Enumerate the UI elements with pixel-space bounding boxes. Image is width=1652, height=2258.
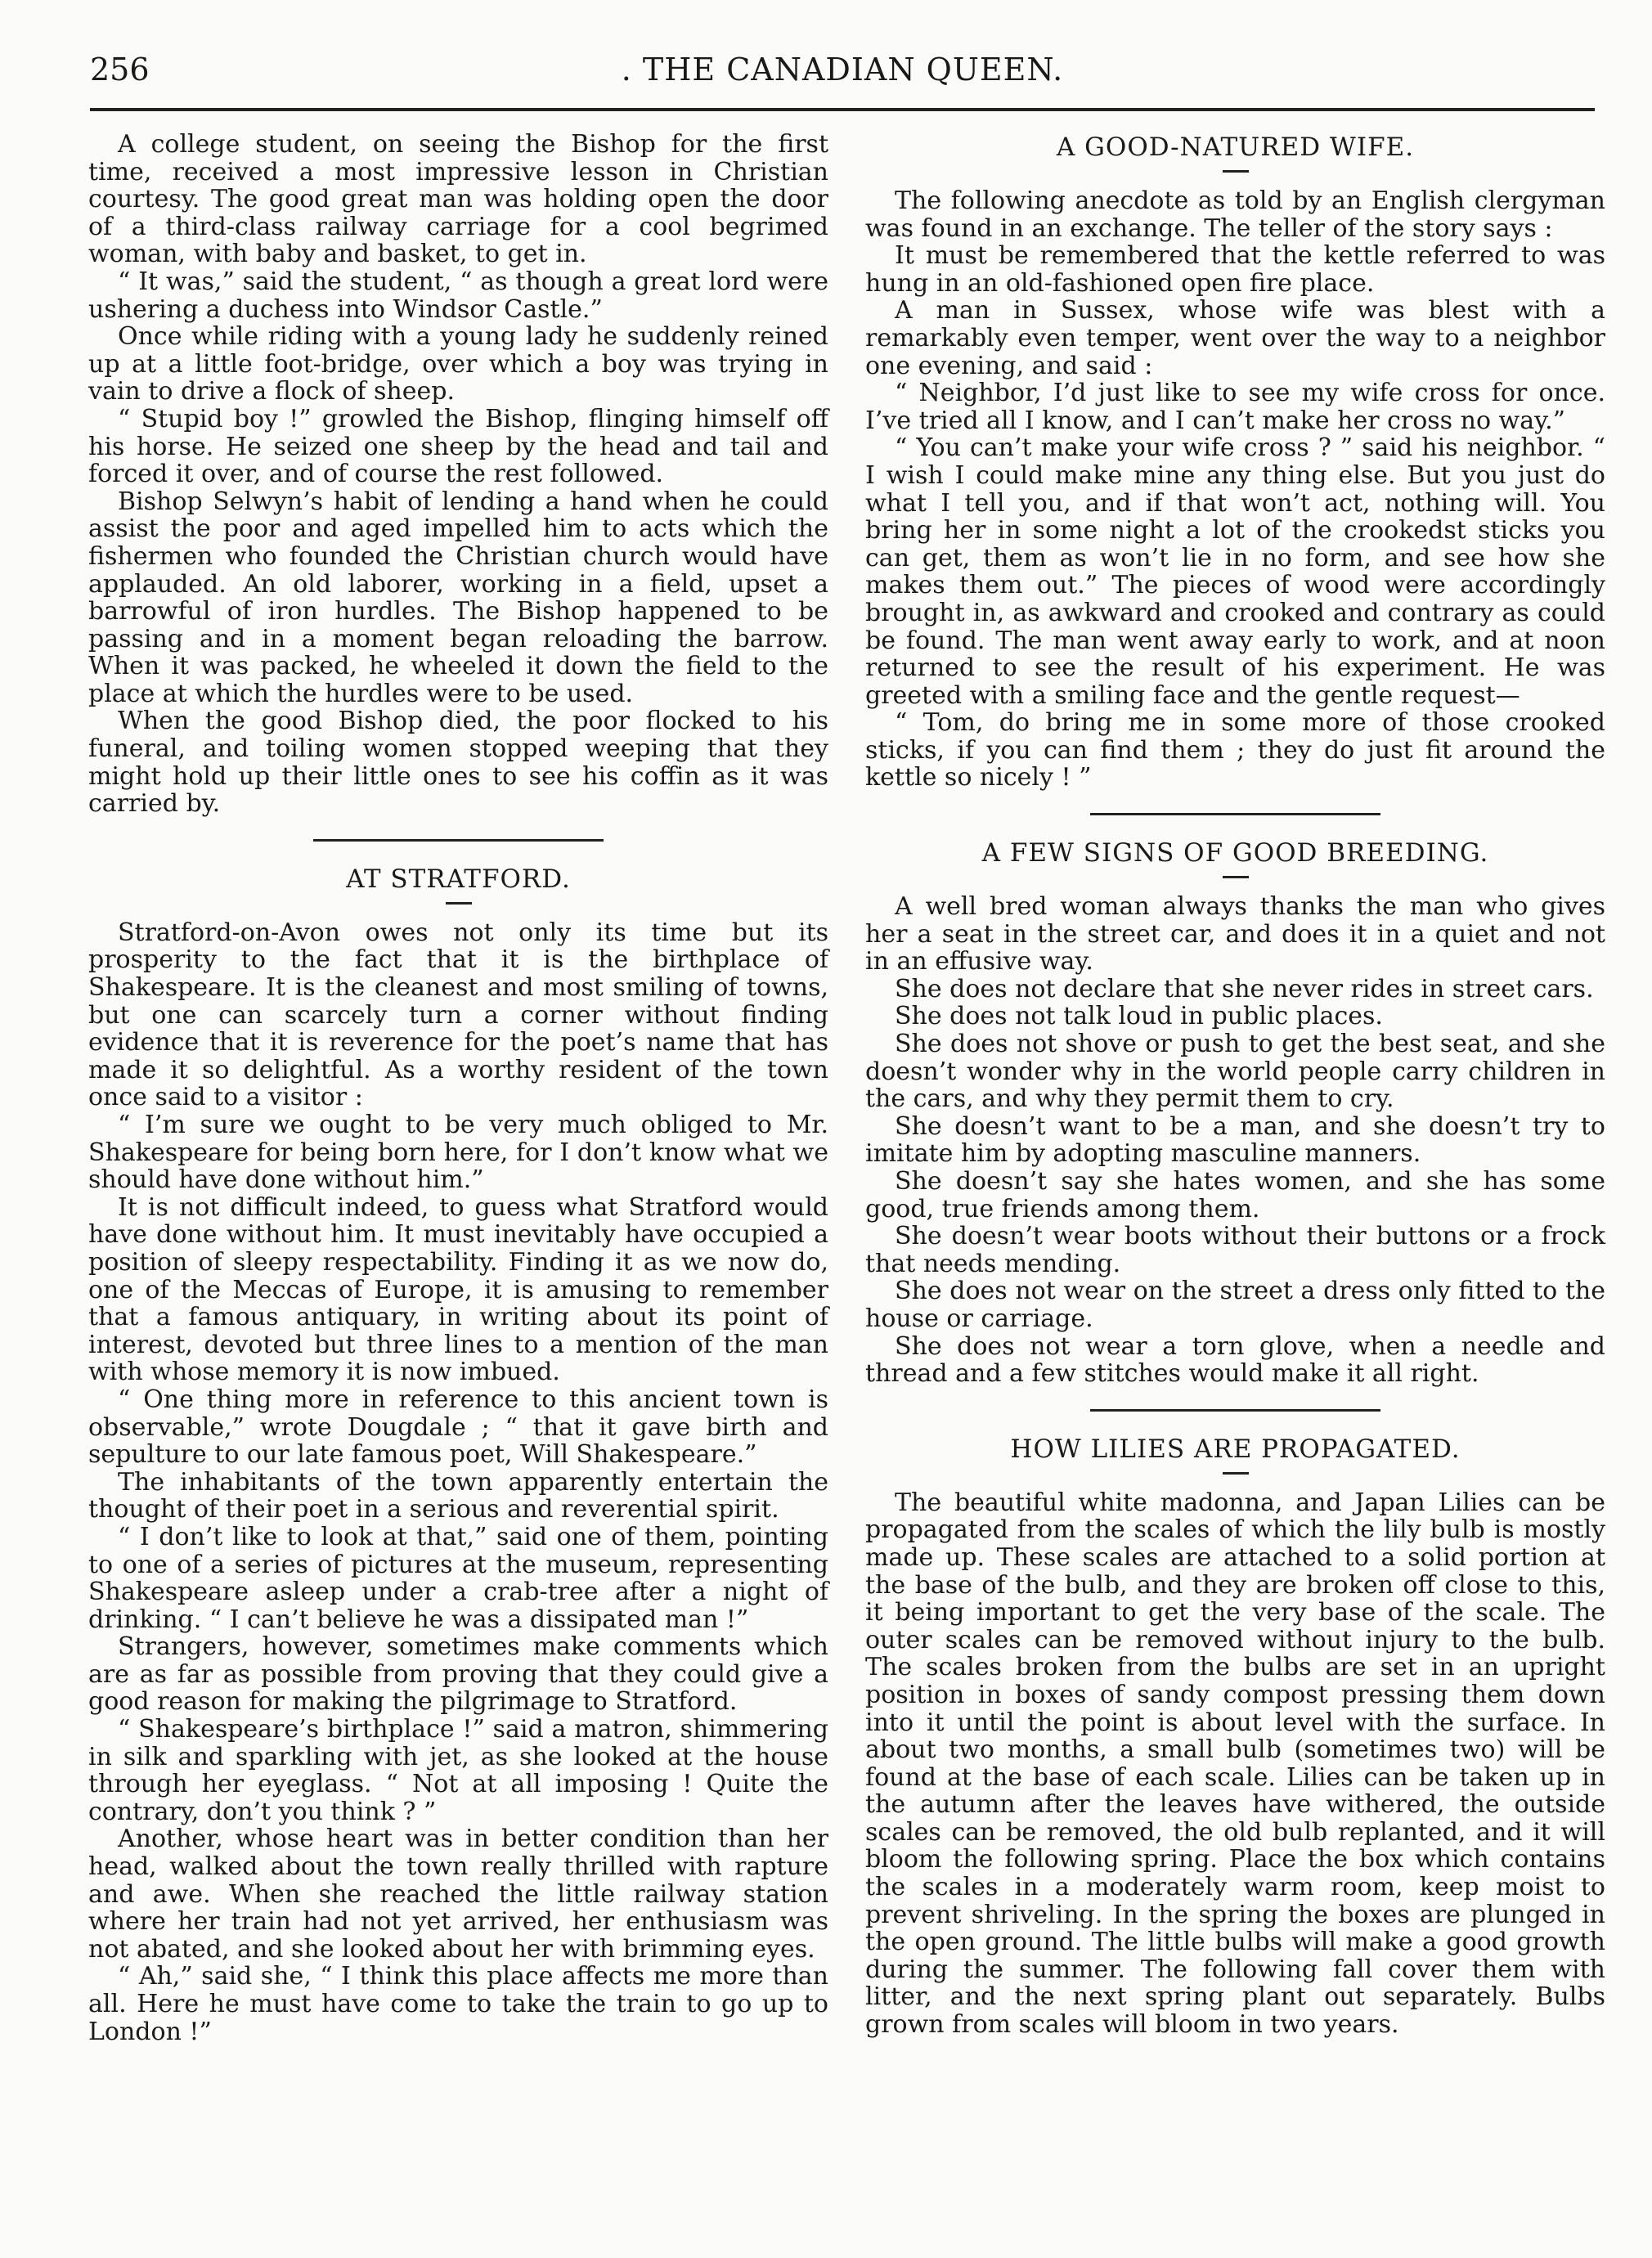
section-title-breeding: A FEW SIGNS OF GOOD BREEDING. [981,838,1489,869]
article-paragraph: “ Ah,” said she, “ I think this place affects me more than all. Here he must have come to take the train to go up to London !” [88,1962,828,2046]
right-column [865,131,1605,2039]
page-header [90,51,1595,100]
article-paragraph: Strangers, however, sometimes make comments which are as far as possible from proving that they could give a good reason for making the pilgrimage to Stratford. [88,1632,828,1717]
title-dash [1223,170,1249,173]
article-paragraph: Bishop Selwyn’s habit of lending a hand when he could assist the poor and aged impelled him to acts which the fishermen who founded the Christian church would have applauded. An old laborer, working in a field, upset a barrowful of iron hurdles. The Bishop happened to be passing and in a moment began reloading the barrow. When it was packed, he wheeled it down the field to the place at which the hurdles were to be used. [88,487,828,708]
article-paragraph: She does not shove or push to get the best seat, and she doesn’t wonder why in the world people carry children in the cars, and why they permit them to cry. [865,1030,1605,1114]
article-paragraph: “ I don’t like to look at that,” said one of them, pointing to one of a series of pictures at the museum, representing Shakespeare asleep under a crab-tree after a night of drinking. “ I can’t believe he was a dissipated man !” [88,1522,828,1634]
article-paragraph: Once while riding with a young lady he suddenly reined up at a little foot-bridge, over which a boy was trying in vain to drive a flock of sheep. [88,322,828,406]
stratford-article [88,863,828,2045]
article-paragraph: “ It was,” said the student, “ as though a great lord were ushering a duchess into Windsor Castle.” [88,267,828,324]
article-paragraph: When the good Bishop died, the poor flocked to his funeral, and toiling women stopped weeping that they might hold up their little ones to see his coffin as it was carried by. [88,707,828,819]
article-paragraph: She does not wear on the street a dress only fitted to the house or carriage. [865,1277,1605,1333]
article-paragraph: A college student, on seeing the Bishop for the first time, received a most impressive lesson in Christian courtesy. The good great man was holding open the door of a third-class railway carriage for a cool begrimed woman, with baby and basket, to get in. [88,130,828,269]
running-title: . THE CANADIAN QUEEN. [621,52,1064,88]
title-dash [1223,876,1249,878]
section-divider [1090,1409,1380,1412]
article-paragraph: “ Neighbor, I’d just like to see my wife cross for once. I’ve tried all I know, and I can’t make her cross no way.” [865,379,1605,435]
article-paragraph: She does not declare that she never rides in street cars. [895,974,1594,1003]
article-paragraph: She doesn’t wear boots without their buttons or a frock that needs mending. [865,1222,1605,1278]
article-paragraph: “ One thing more in reference to this ancient town is observable,” wrote Dougdale ; “ that it gave birth and sepulture to our late famous poet, Will Shakespeare.” [88,1385,828,1470]
article-paragraph: A man in Sussex, whose wife was blest with a remarkably even temper, went over the way to a neighbor one evening, and said : [865,296,1605,380]
article-paragraph: Another, whose heart was in better condition than her head, walked about the town really thrilled with rapture and awe. When she reached the little railway station where her train had not yet arrived, her enthusiasm was not abated, and she looked about her with brimming eyes. [88,1825,828,1964]
section-divider [1090,813,1380,815]
section-divider [313,839,604,842]
article-paragraph: The beautiful white madonna, and Japan Lilies can be propagated from the scales of which the lily bulb is mostly made up. These scales are attached to a solid portion at the base of the bulb, and they are broken off close to this, it being important to get the very base of the scale. The outer scales can be removed without injury to the bulb. The scales broken from the bulbs are set in an upright position in boxes of sandy compost pressing them down into it until the point is about level with the surface. In about two months, a small bulb (sometimes two) will be found at the base of each scale. Lilies can be taken up in the autumn after the leaves have withered, the outside scales can be removed, the old bulb replanted, and it will bloom the following spring. Place the box which contains the scales in a moderately warm room, keep moist to prevent shriveling. In the spring the boxes are plunged in the open ground. The little bulbs will make a good growth during the summer. The following fall cover them with litter, and the next spring plant out separately. Bulbs grown from scales will bloom in two years. [865,1488,1605,2040]
article-paragraph: She does not talk loud in public places. [895,1002,1383,1031]
article-paragraph: “ Shakespeare’s birthplace !” said a matron, shimmering in silk and sparkling with jet, as she looked at the house through her eyeglass. “ Not at all imposing ! Quite the contrary, don’t you think ? ” [88,1715,828,1826]
article-paragraph: It is not difficult indeed, to guess what Stratford would have done without him. It must inevitably have occupied a position of sleepy respectability. Finding it as we now do, one of the Meccas of Europe, it is amusing to remember that a famous antiquary, in writing about its point of interest, devoted but three lines to a mention of the man with whose memory it is now imbued. [88,1192,828,1387]
article-paragraph: She doesn’t want to be a man, and she doesn’t try to imitate him by adopting masculine manners. [865,1111,1605,1169]
wife-article [865,131,1605,792]
breeding-article [865,837,1605,1388]
article-paragraph: She doesn’t say she hates women, and she has some good, true friends among them. [865,1167,1605,1223]
article-paragraph: She does not wear a torn glove, when a needle and thread and a few stitches would make it all right. [865,1331,1605,1389]
bishop-article [88,131,828,818]
article-paragraph: “ Stupid boy !” growled the Bishop, flinging himself off his horse. He seized one sheep by the head and tail and forced it over, and of course the rest followed. [88,404,828,489]
article-paragraph: It must be remembered that the kettle referred to was hung in an old-fashioned open fire place. [865,241,1605,298]
title-dash [446,902,472,905]
page-number: 256 [90,52,150,88]
left-column [88,131,828,2045]
article-paragraph: “ You can’t make your wife cross ? ” said his neighbor. “ I wish I could make mine any thing else. But you just do what I tell you, and if that won’t act, nothing will. You bring her in some night a lot of the crookedst sticks you can get, them as won’t lie in no form, and see how she makes them out.” The pieces of wood were accordingly brought in, as awkward and crooked and contrary as could be found. The man went away early to work, and at noon returned to see the result of his experiment. He was greeted with a smiling face and the gentle request— [865,433,1605,710]
header-rule [90,108,1595,111]
section-title-lilies: HOW LILIES ARE PROPAGATED. [1010,1434,1461,1464]
lilies-article [865,1433,1605,2039]
article-paragraph: A well bred woman always thanks the man who gives her a seat in the street car, and does it in a quiet and not in an effusive way. [865,892,1605,976]
title-dash [1223,1472,1249,1475]
article-paragraph: “ I’m sure we ought to be very much obliged to Mr. Shakespeare for being born here, for I don’t know what we should have done without him.” [88,1111,828,1195]
article-paragraph: The inhabitants of the town apparently entertain the thought of their poet in a serious and reverential spirit. [88,1467,828,1524]
article-paragraph: “ Tom, do bring me in some more of those crooked sticks, if you can find them ; they do just fit around the kettle so nicely ! ” [865,708,1605,792]
article-paragraph: The following anecdote as told by an English clergyman was found in an exchange. The teller of the story says : [865,186,1605,243]
article-paragraph: Stratford-on-Avon owes not only its time but its prosperity to the fact that it is the birthplace of Shakespeare. It is the cleanest and most smiling of towns, but one can scarcely turn a corner without finding evidence that it is reverence for the poet’s name that has made it so delightful. As a worthy resident of the town once said to a visitor : [88,918,828,1112]
section-title-wife: A GOOD-NATURED WIFE. [1056,132,1415,162]
section-title-stratford: AT STRATFORD. [346,864,571,894]
